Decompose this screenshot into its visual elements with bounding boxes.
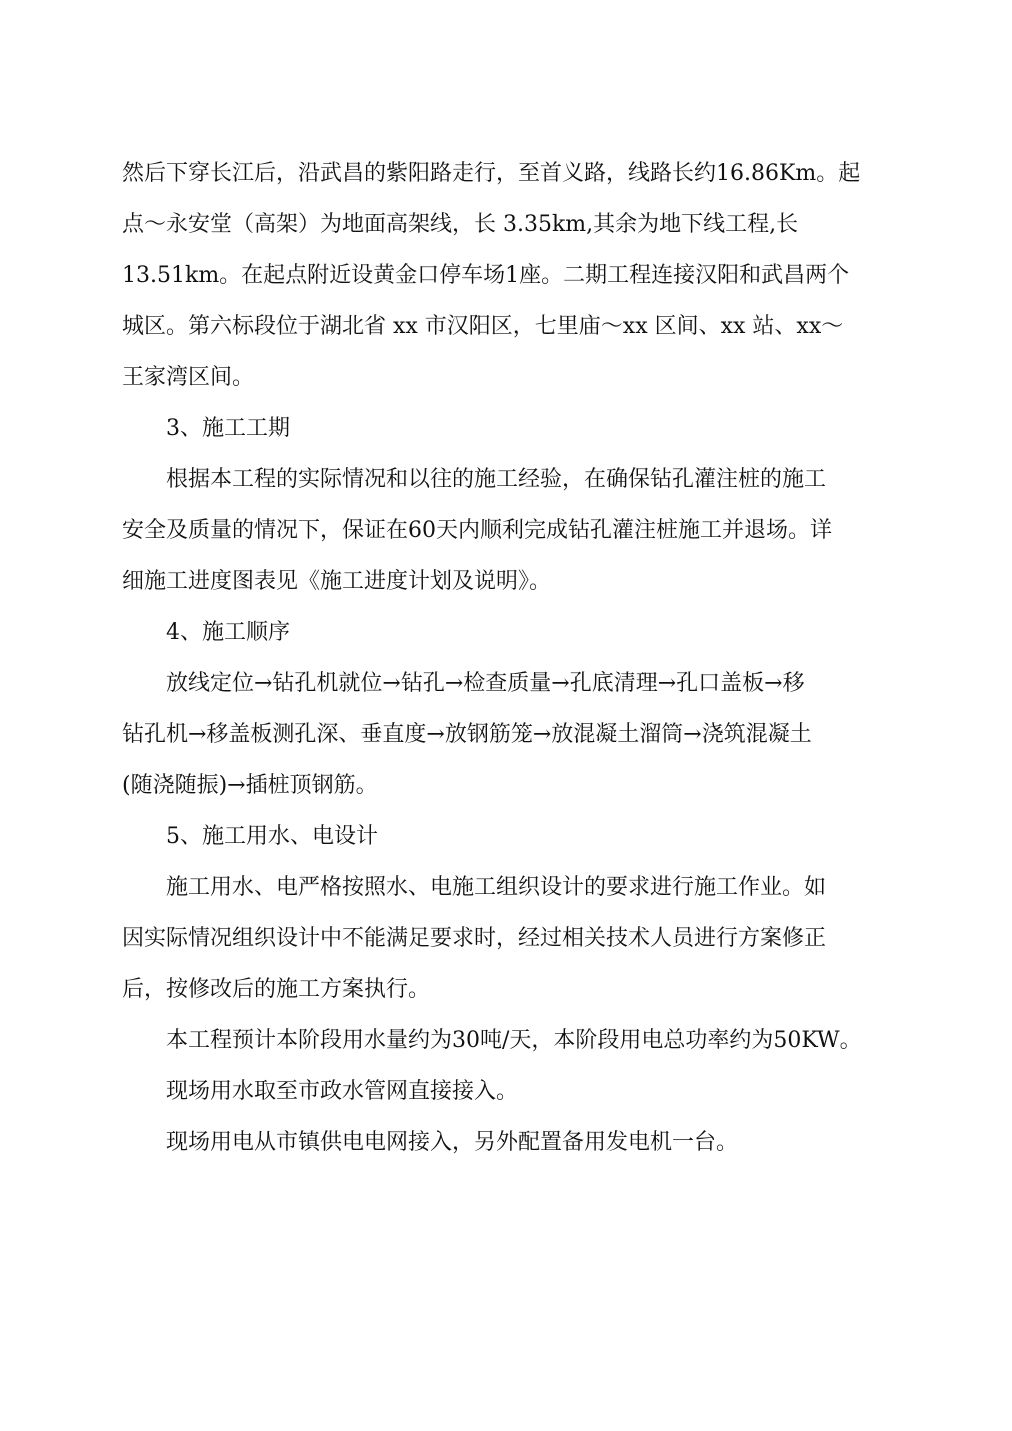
text-line: 施工用水、电严格按照水、电施工组织设计的要求进行施工作业。如 bbox=[166, 875, 827, 900]
text-line: 现场用电从市镇供电电网接入，另外配置备用发电机一台。 bbox=[166, 1130, 739, 1155]
text-line: 后，按修改后的施工方案执行。 bbox=[122, 977, 431, 1002]
text-line: 安全及质量的情况下，保证在60天内顺利完成钻孔灌注桩施工并退场。详 bbox=[122, 518, 832, 543]
section-heading-sequence: 4、施工顺序 bbox=[166, 620, 290, 645]
text-line: (随浇随振)→插桩顶钢筋。 bbox=[122, 773, 378, 798]
text-line: 13.51km。在起点附近设黄金口停车场1座。二期工程连接汉阳和武昌两个 bbox=[122, 263, 850, 288]
text-line: 放线定位→钻孔机就位→钻孔→检查质量→孔底清理→孔口盖板→移 bbox=[166, 671, 805, 696]
document-body bbox=[122, 148, 892, 1168]
text-line: 王家湾区间。 bbox=[122, 365, 255, 390]
text-line: 因实际情况组织设计中不能满足要求时，经过相关技术人员进行方案修正 bbox=[122, 926, 827, 951]
text-line: 细施工进度图表见《施工进度计划及说明》。 bbox=[122, 569, 552, 594]
text-line: 点～永安堂（高架）为地面高架线，长 3.35km,其余为地下线工程,长 bbox=[122, 212, 799, 237]
text-line: 根据本工程的实际情况和以往的施工经验，在确保钻孔灌注桩的施工 bbox=[166, 467, 827, 492]
section-heading-water-power: 5、施工用水、电设计 bbox=[166, 824, 378, 849]
text-line: 然后下穿长江后，沿武昌的紫阳路走行，至首义路，线路长约16.86Km。起 bbox=[122, 161, 861, 186]
text-line: 钻孔机→移盖板测孔深、垂直度→放钢筋笼→放混凝土溜筒→浇筑混凝土 bbox=[122, 722, 812, 747]
text-line: 本工程预计本阶段用水量约为30吨/天，本阶段用电总功率约为50KW。 bbox=[166, 1028, 862, 1053]
text-line: 城区。第六标段位于湖北省 xx 市汉阳区，七里庙～xx 区间、xx 站、xx～ bbox=[122, 314, 844, 339]
text-line: 现场用水取至市政水管网直接接入。 bbox=[166, 1079, 519, 1104]
section-heading-schedule: 3、施工工期 bbox=[166, 416, 290, 441]
